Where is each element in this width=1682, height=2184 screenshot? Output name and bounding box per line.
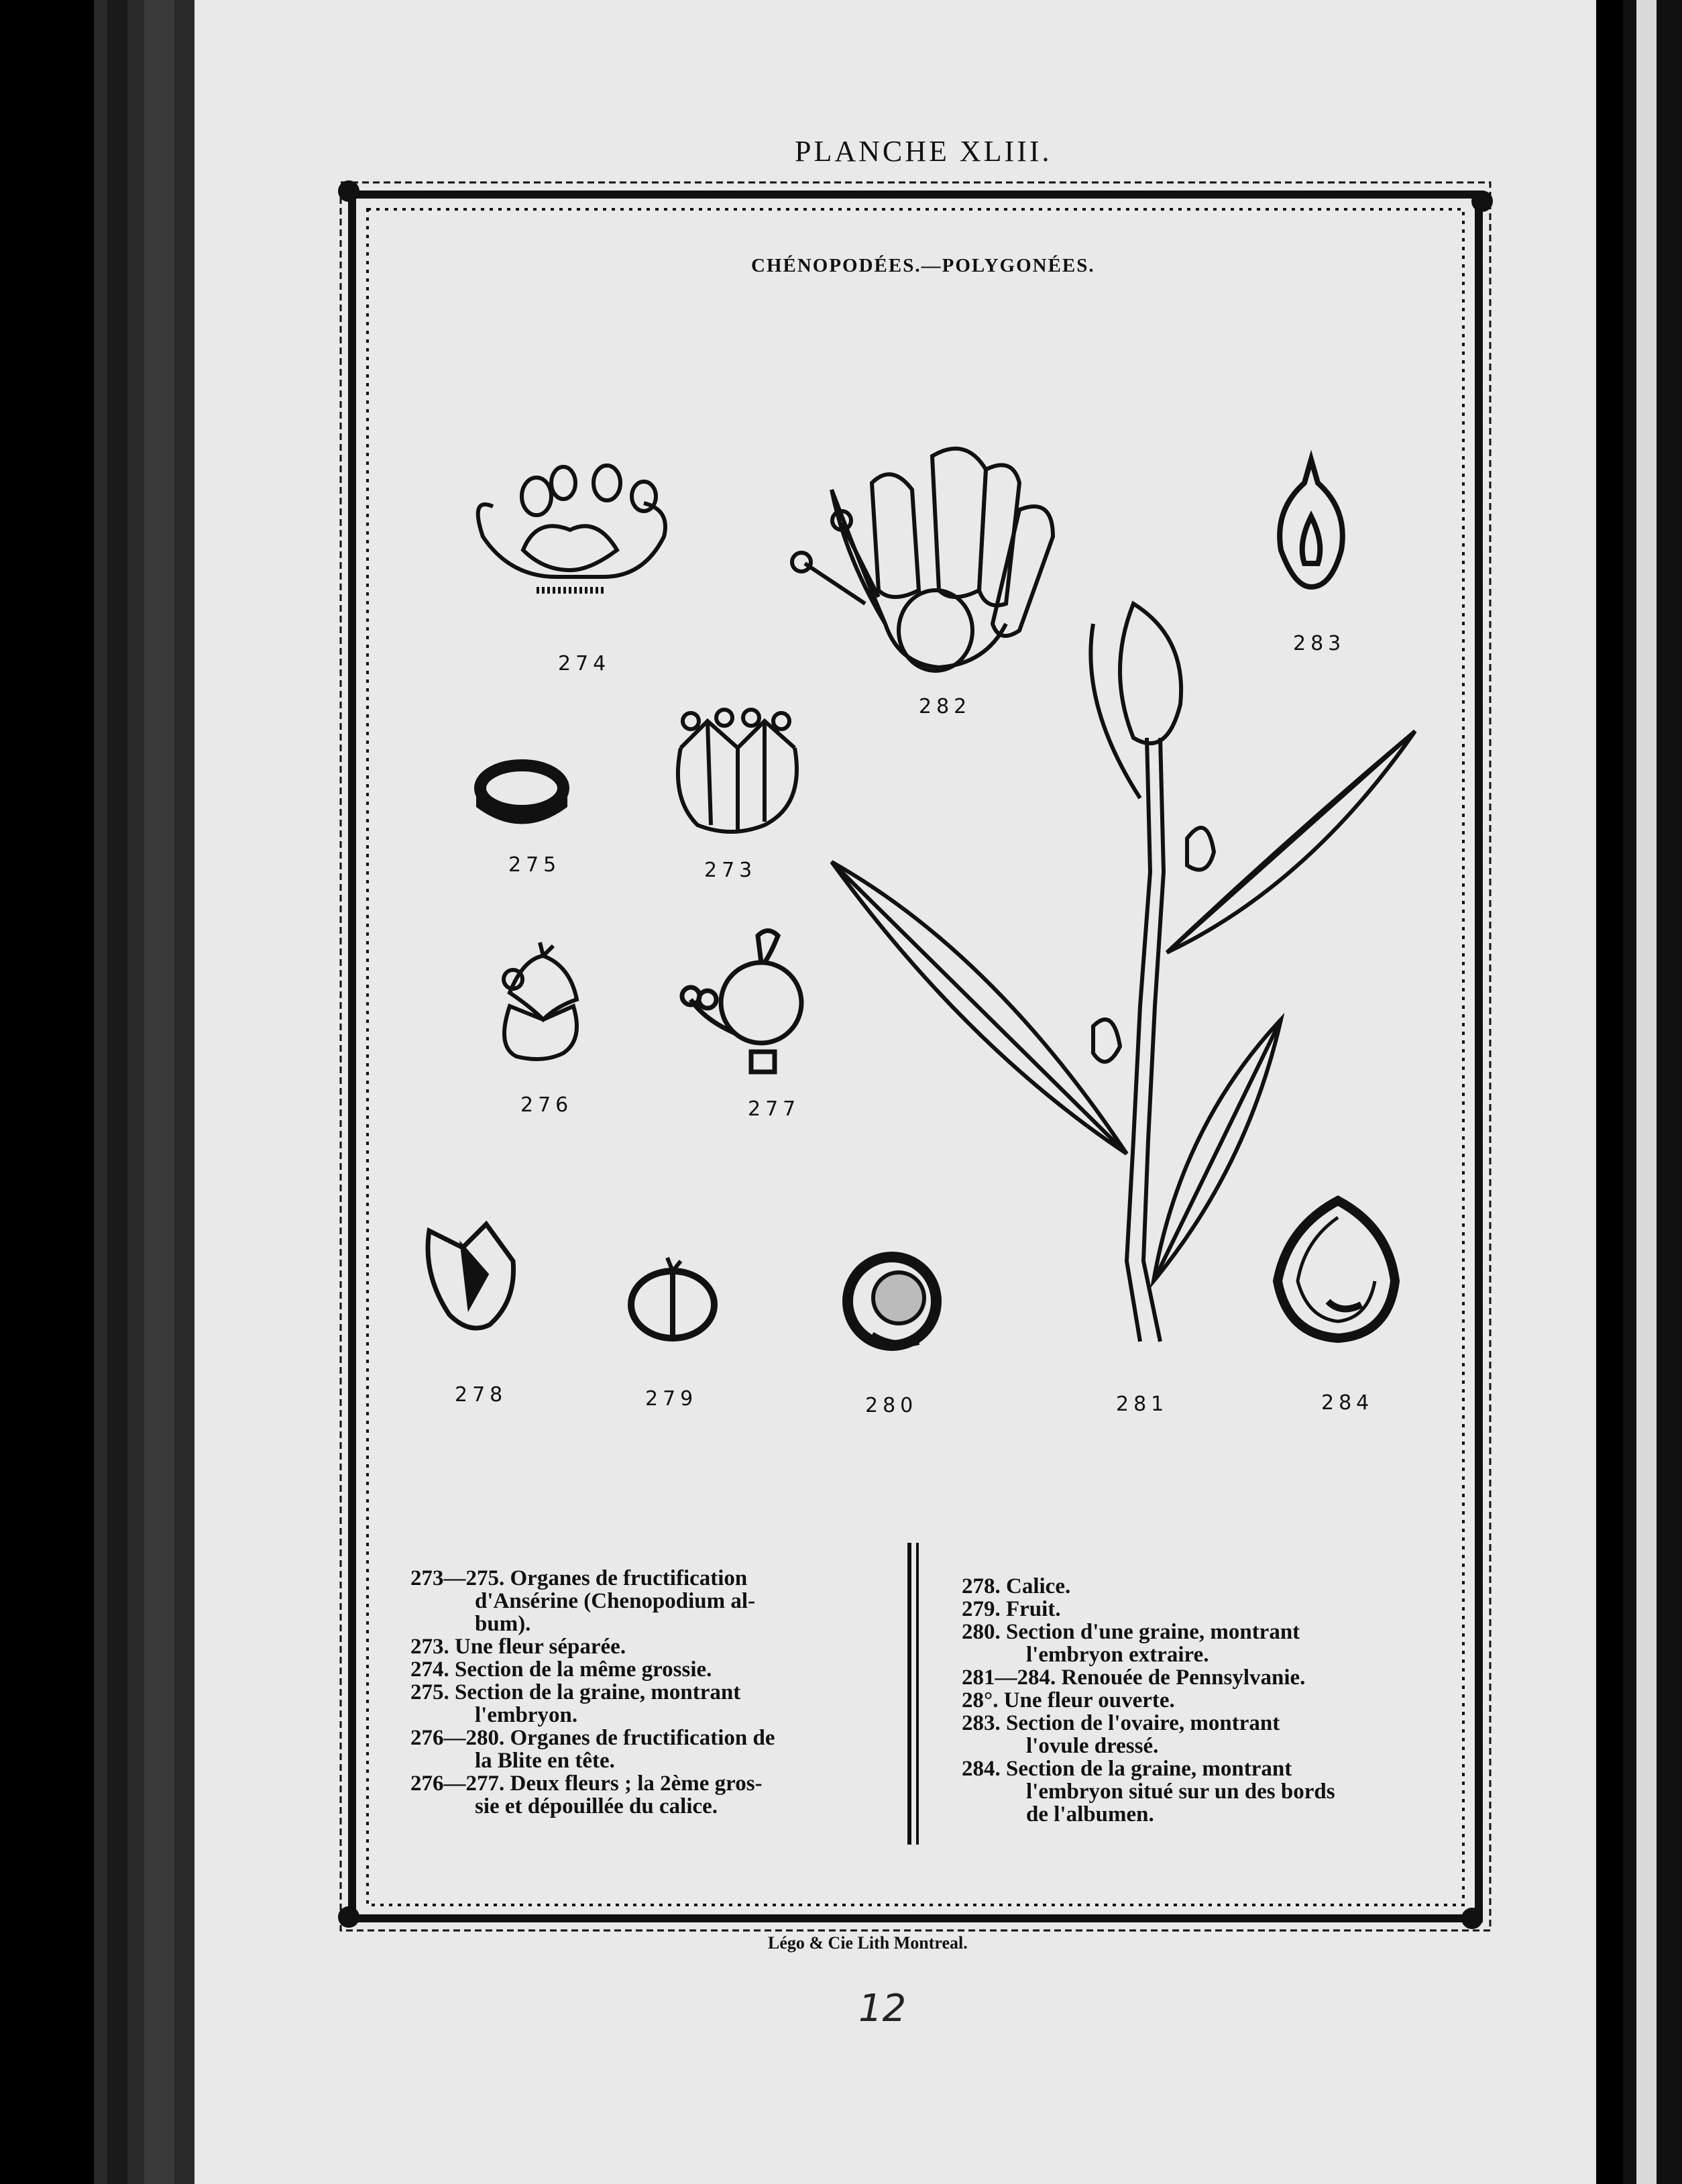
legend-entry-number: 280. [962,1620,1001,1644]
legend-entry-number: 283. [962,1711,1001,1735]
figure-label-274: 274 [558,652,611,675]
legend-entry-text: l'ovule dressé. [1026,1734,1159,1758]
legend-entry [962,1598,1418,1621]
legend-entry-text: Calice. [1006,1574,1071,1598]
figure-label-283: 283 [1293,632,1346,655]
legend-entry [410,1681,866,1704]
legend-entry-text: Fruit. [1006,1597,1061,1621]
legend-entry-number: 281—284. [962,1666,1056,1690]
legend-entry-text: l'embryon extraire. [1026,1643,1209,1667]
figure-label-277: 277 [748,1097,801,1121]
legend-right [962,1575,1418,1826]
printer-credit: Légo & Cie Lith Montreal. [768,1933,968,1953]
legend-entry [410,1658,866,1681]
legend-entry-text: Section de la graine, montrant [1006,1757,1292,1781]
legend-entry-text: la Blite en tête. [475,1749,615,1773]
legend-entry-number: 278. [962,1574,1001,1598]
legend-entry [410,1795,866,1818]
legend-entry [962,1666,1418,1689]
legend-entry-number: 275. [410,1680,449,1704]
legend-entry-number: 279. [962,1597,1001,1621]
legend-entry [962,1689,1418,1712]
legend-entry [962,1575,1418,1598]
legend-entry-text: l'embryon. [475,1703,578,1727]
plate-title: PLANCHE XLIII. [795,135,1052,168]
legend-entry-text: Section de la graine, montrant [455,1680,741,1704]
legend-entry [962,1712,1418,1735]
legend-entry-text: Renouée de Pennsylvanie. [1061,1666,1306,1690]
legend-entry-text: de l'albumen. [1026,1802,1154,1826]
legend-entry [410,1749,866,1772]
legend-entry [410,1613,866,1635]
page-number: 12 [858,1987,907,2030]
figure-label-284: 284 [1321,1391,1374,1415]
figure-label-273: 273 [704,859,757,882]
legend-entry-text: Une fleur ouverte. [1003,1688,1175,1712]
legend-entry [410,1704,866,1727]
legend-entry [962,1643,1418,1666]
legend-entry-text: Section de la même grossie. [455,1657,712,1682]
legend-entry-text: Deux fleurs ; la 2ème gros- [510,1771,763,1796]
legend-entry-text: sie et dépouillée du calice. [475,1794,718,1818]
legend-entry [962,1757,1418,1780]
family-title: CHÉNOPODÉES.—POLYGONÉES. [751,255,1095,276]
legend-entry-text: Une fleur séparée. [455,1635,626,1659]
figure-label-276: 276 [520,1093,573,1117]
figure-label-281: 281 [1116,1393,1169,1416]
legend-entry [410,1590,866,1613]
legend-entry-number: 284. [962,1757,1001,1781]
legend-entry [410,1635,866,1658]
legend-entry-text: l'embryon situé sur un des bords [1026,1780,1335,1804]
legend-entry-text: d'Ansérine (Chenopodium al- [475,1589,756,1613]
figure-label-282: 282 [919,695,972,718]
figure-label-278: 278 [455,1383,508,1407]
legend-entry [962,1803,1418,1826]
legend-entry-text: Organes de fructification de [510,1726,775,1750]
legend-entry [410,1727,866,1749]
legend-entry [962,1780,1418,1803]
figure-label-279: 279 [645,1387,698,1411]
legend-entry-number: 276—280. [410,1726,505,1750]
legend-entry-number: 273—275. [410,1566,505,1590]
figure-label-280: 280 [865,1394,918,1417]
legend-entry-text: bum). [475,1612,531,1636]
legend-entry-text: Organes de fructification [510,1566,748,1590]
legend-entry-text: Section de l'ovaire, montrant [1006,1711,1280,1735]
legend-entry [962,1735,1418,1757]
legend-entry-text: Section d'une graine, montrant [1006,1620,1300,1644]
figure-label-275: 275 [508,853,561,877]
legend-entry-number: 273. [410,1635,449,1659]
legend-entry-number: 276—277. [410,1771,505,1796]
legend-entry-number: 274. [410,1657,449,1682]
legend-entry [410,1772,866,1795]
legend-entry [410,1567,866,1590]
legend-entry [962,1621,1418,1643]
legend-entry-number: 28°. [962,1688,999,1712]
legend-left [410,1567,866,1818]
